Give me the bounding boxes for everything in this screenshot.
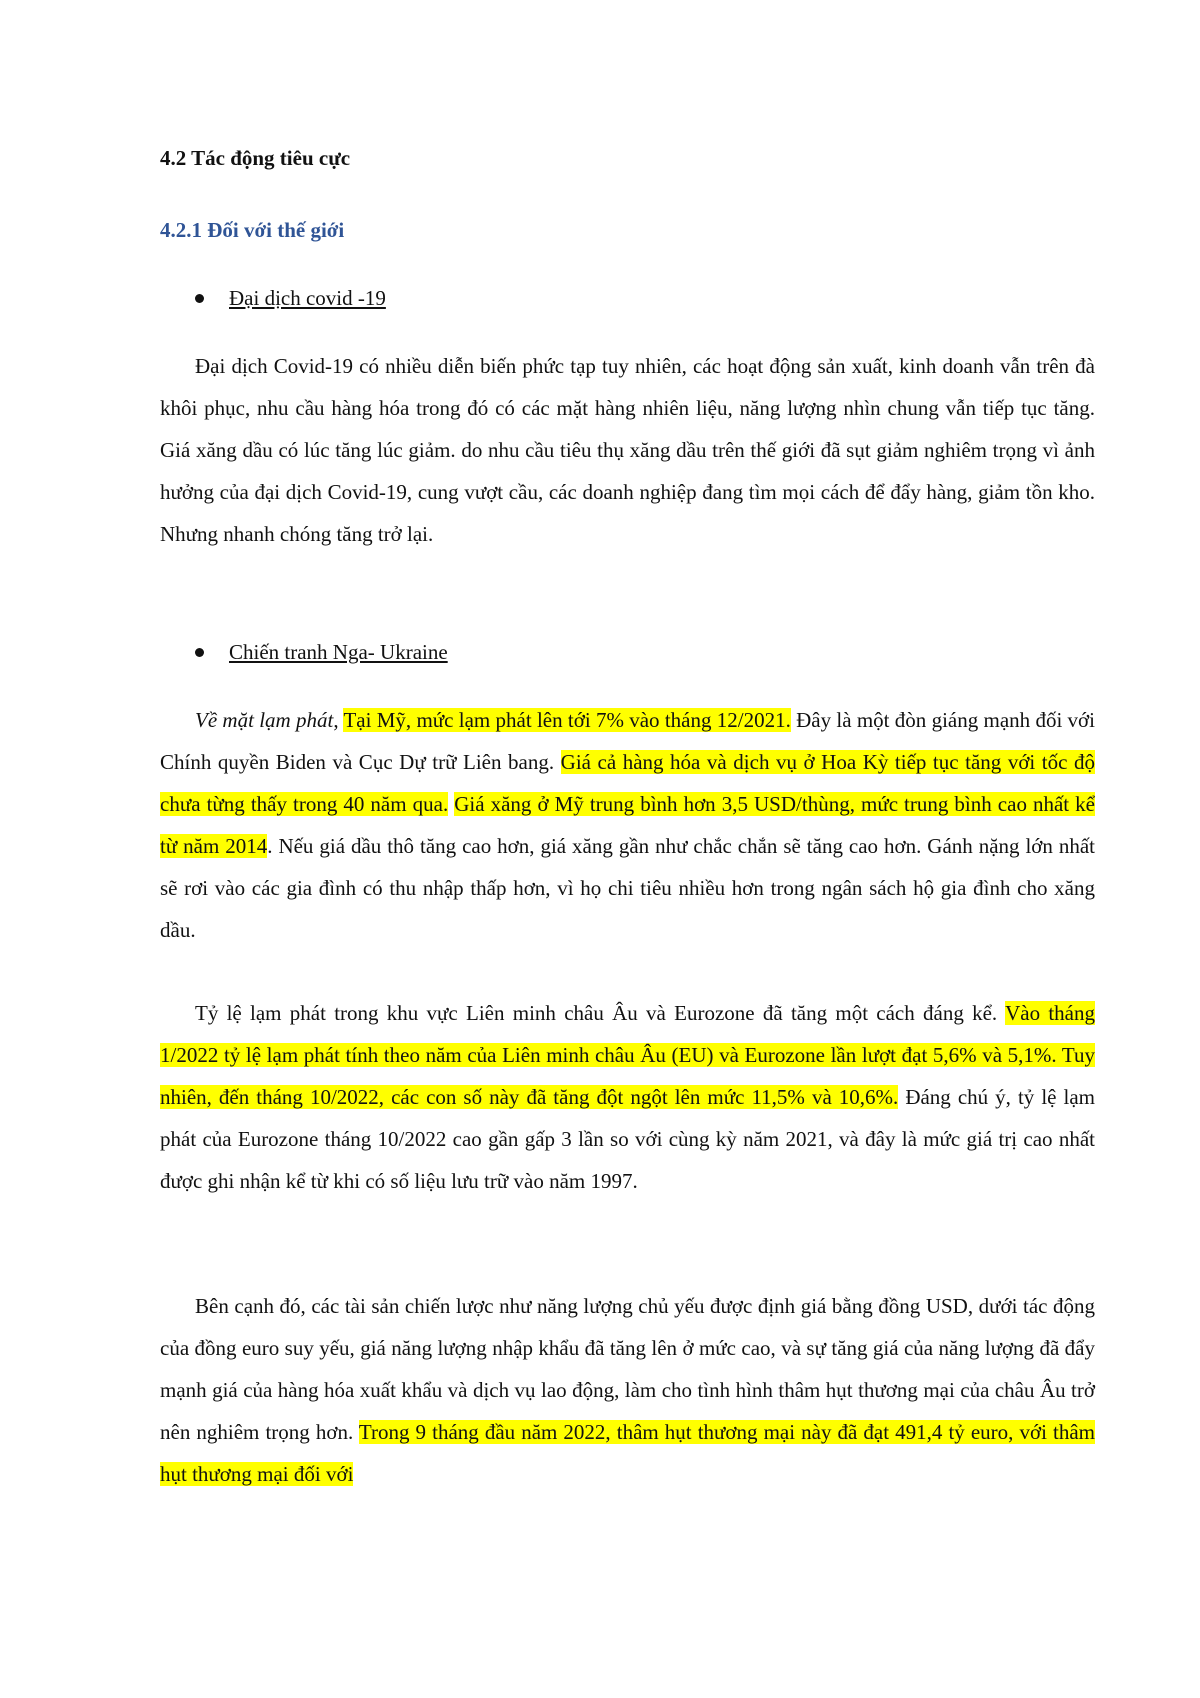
bullet-dot-icon xyxy=(195,648,204,657)
italic-lead: Về mặt lạm phát xyxy=(195,708,334,732)
text-run: Đây là một đòn giáng mạnh đối với Chính quyền Biden và Cục Dự trữ Liên bang. xyxy=(160,708,1095,774)
highlighted-text: Giá cả hàng hóa và dịch vụ ở Hoa Kỳ tiếp tục tăng với tốc độ chưa từng thấy trong 40 năm qua. xyxy=(160,750,1095,816)
text-run: Tỷ lệ lạm phát trong khu vực Liên minh châu Âu và Eurozone đã tăng một cách đáng kể. xyxy=(195,1001,1006,1025)
text-run: , xyxy=(333,708,344,732)
paragraph-trade-deficit xyxy=(160,1285,1095,1495)
highlighted-text: Trong 9 tháng đầu năm 2022, thâm hụt thương mại này đã đạt 491,4 tỷ euro, với thâm hụt thương mại đối với xyxy=(160,1420,1095,1486)
paragraph-inflation-us xyxy=(160,699,1095,951)
bullet-war xyxy=(195,638,448,666)
text-run: . Nếu giá dầu thô tăng cao hơn, giá xăng gần như chắc chắn sẽ tăng cao hơn. Gánh nặng lớn nhất sẽ rơi vào các gia đình có thu nhập thấp hơn, vì họ chi tiêu nhiều hơn trong ngân sách hộ gia đình cho xăng dầu. xyxy=(160,834,1095,942)
bullet-dot-icon xyxy=(195,294,204,303)
text-run: Đáng chú ý, tỷ lệ lạm phát của Eurozone tháng 10/2022 cao gần gấp 3 lần so với cùng kỳ năm 2021, và đây là mức giá trị cao nhất được ghi nhận kể từ khi có số liệu lưu trữ vào năm 1997. xyxy=(160,1085,1095,1193)
bullet-covid xyxy=(195,284,386,312)
highlighted-text: Giá xăng ở Mỹ trung bình hơn 3,5 USD/thùng, mức trung bình cao nhất kể từ năm 2014 xyxy=(160,792,1096,858)
highlighted-text: Tại Mỹ, mức lạm phát lên tới 7% vào tháng 12/2021. xyxy=(343,708,791,732)
subsection-heading: 4.2.1 Đối với thế giới xyxy=(160,218,345,242)
highlighted-text: Vào tháng 1/2022 tỷ lệ lạm phát tính theo năm của Liên minh châu Âu (EU) và Eurozone lần lượt đạt 5,6% và 5,1%. Tuy nhiên, đến tháng 10/2022, các con số này đã tăng đột ngột lên mức 11,5% và 10,6%. xyxy=(160,1001,1095,1109)
text-run: Bên cạnh đó, các tài sản chiến lược như năng lượng chủ yếu được định giá bằng đồng USD, dưới tác động của đồng euro suy yếu, giá năng lượng nhập khẩu đã tăng lên ở mức cao, và sự tăng giá của năng lượng đã đẩy mạnh giá của hàng hóa xuất khẩu và dịch vụ lao động, làm cho tình hình thâm hụt thương mại của châu Âu trở nên nghiêm trọng hơn. xyxy=(160,1294,1095,1444)
paragraph-covid: Đại dịch Covid-19 có nhiều diễn biến phức tạp tuy nhiên, các hoạt động sản xuất, kinh doanh vẫn trên đà khôi phục, nhu cầu hàng hóa trong đó có các mặt hàng nhiên liệu, năng lượng nhìn chung vẫn tiếp tục tăng. Giá xăng dầu có lúc tăng lúc giảm. do nhu cầu tiêu thụ xăng dầu trên thế giới đã sụt giảm nghiêm trọng vì ảnh hưởng của đại dịch Covid-19, cung vượt cầu, các doanh nghiệp đang tìm mọi cách để đẩy hàng, giảm tồn kho. Nhưng nhanh chóng tăng trở lại. xyxy=(160,354,1095,546)
bullet-war-text: Chiến tranh Nga- Ukraine xyxy=(229,640,448,664)
section-heading: 4.2 Tác động tiêu cực xyxy=(160,146,351,170)
paragraph-inflation-eu xyxy=(160,992,1095,1202)
bullet-covid-text: Đại dịch covid -19 xyxy=(229,286,386,310)
